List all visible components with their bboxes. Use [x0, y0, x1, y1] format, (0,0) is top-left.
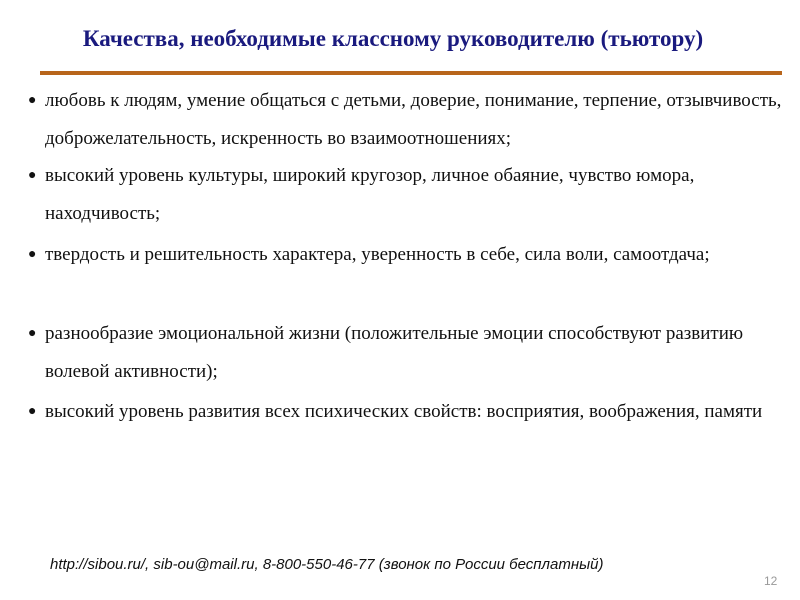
list-item-text: твердость и решительность характера, уверенность в себе, сила воли, самоотдача; [45, 244, 710, 265]
bullet-icon: ● [28, 326, 37, 341]
bullet-icon: ● [28, 168, 37, 183]
title-divider [40, 71, 782, 75]
list-item-text: разнообразие эмоциональной жизни (положительные эмоции способствуют развитию волевой активности); [45, 323, 744, 382]
slide-title: Качества, необходимые классному руководителю (тьютору) [82, 26, 704, 51]
bullet-icon: ● [28, 404, 37, 419]
list-item [28, 82, 785, 157]
page-number: 12 [764, 574, 778, 588]
list-item [28, 236, 785, 274]
list-item-text: высокий уровень культуры, широкий кругозор, личное обаяние, чувство юмора, находчивость; [45, 165, 695, 224]
list-item [28, 315, 785, 390]
list-item-text: высокий уровень развития всех психических свойств: восприятия, воображения, памяти [45, 401, 763, 422]
bullet-icon: ● [28, 93, 37, 108]
list-item [28, 157, 785, 232]
list-item [28, 393, 785, 431]
list-item-text: любовь к людям, умение общаться с детьми, доверие, понимание, терпение, отзывчивость, доброжелательность, искренность во взаимоотношениях; [45, 90, 782, 149]
contact-footer: http://sibou.ru/, sib-ou@mail.ru, 8-800-550-46-77 (звонок по России бесплатный) [50, 556, 604, 573]
bullet-icon: ● [28, 247, 37, 262]
